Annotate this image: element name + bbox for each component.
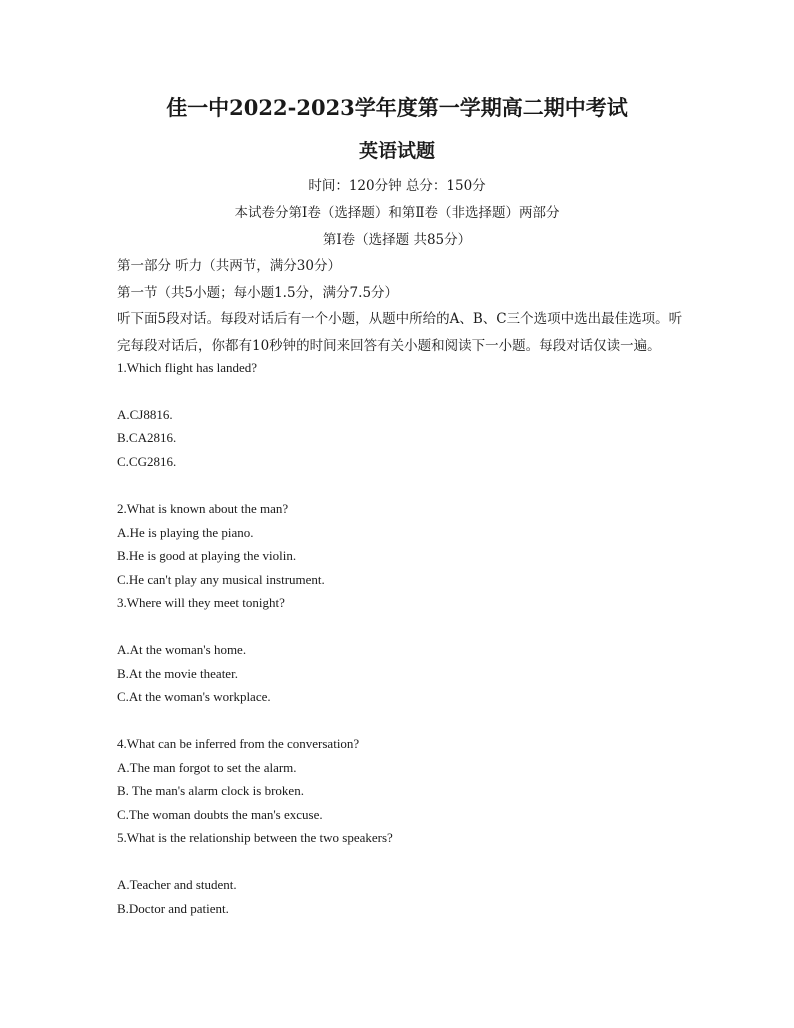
instructions-line-1: 听下面5段对话。每段对话后有一个小题，从题中所给的A、B、C三个选项中选出最佳选项。听 — [117, 311, 683, 327]
question-4-option-b: B. The man's alarm clock is broken. — [117, 783, 304, 798]
question-4-option-a: A.The man forgot to set the alarm. — [117, 760, 297, 775]
question-2-stem: 2.What is known about the man? — [117, 501, 289, 516]
question-1-option-a: A.CJ8816. — [117, 407, 173, 422]
question-4-option-c: C.The woman doubts the man's excuse. — [117, 807, 323, 822]
question-3-option-a: A.At the woman's home. — [117, 642, 247, 657]
paper-composition: 本试卷分第Ⅰ卷（选择题）和第Ⅱ卷（非选择题）两部分 — [234, 205, 560, 221]
question-2-option-c: C.He can't play any musical instrument. — [117, 572, 325, 587]
question-5-stem: 5.What is the relationship between the two speakers? — [117, 830, 393, 845]
question-5-option-a: A.Teacher and student. — [117, 877, 237, 892]
part-one-heading: 第一部分 听力（共两节，满分30分） — [117, 258, 341, 274]
question-2-option-a: A.He is playing the piano. — [117, 525, 254, 540]
question-3-option-c: C.At the woman's workplace. — [117, 689, 271, 704]
section-one-heading: 第一节（共5小题；每小题1.5分，满分7.5分） — [117, 285, 399, 301]
question-1-option-c: C.CG2816. — [117, 454, 177, 469]
question-1-stem: 1.Which flight has landed? — [117, 360, 258, 375]
question-3-option-b: B.At the movie theater. — [117, 666, 238, 681]
question-1-option-b: B.CA2816. — [117, 430, 177, 445]
question-4-stem: 4.What can be inferred from the conversation? — [117, 736, 360, 751]
exam-title: 佳一中2022-2023学年度第一学期高二期中考试 — [166, 95, 628, 120]
question-5-option-b: B.Doctor and patient. — [117, 901, 229, 916]
exam-subtitle: 英语试题 — [358, 140, 435, 162]
instructions-line-2: 完每段对话后，你都有10秒钟的时间来回答有关小题和阅读下一小题。每段对话仅读一遍。 — [117, 338, 661, 354]
question-3-stem: 3.Where will they meet tonight? — [117, 595, 285, 610]
time-info: 时间：120分钟 总分：150分 — [308, 178, 486, 194]
question-2-option-b: B.He is good at playing the violin. — [117, 548, 297, 563]
volume-one-heading: 第Ⅰ卷（选择题 共85分） — [322, 232, 472, 248]
